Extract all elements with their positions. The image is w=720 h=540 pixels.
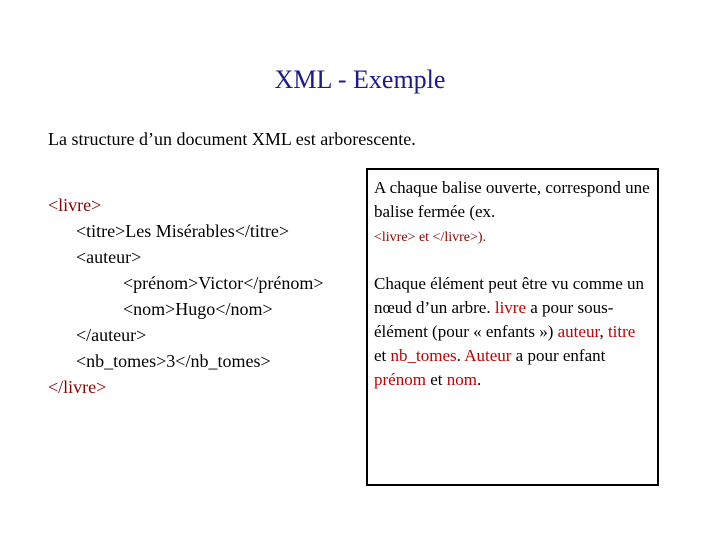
xml-line-nom: <nom>Hugo</nom> (123, 299, 273, 319)
xml-example (48, 192, 323, 400)
xml-line-titre: <titre>Les Misérables</titre> (76, 221, 290, 241)
xml-line-livre-close: </livre> (48, 377, 107, 397)
note-hl-livre: livre (494, 298, 527, 317)
note-hl-prenom: prénom (374, 370, 426, 389)
note-hl-nb-tomes: nb_tomes (390, 346, 457, 365)
xml-line-livre-open: <livre> (48, 195, 102, 215)
xml-line-nb-tomes: <nb_tomes>3</nb_tomes> (76, 351, 271, 371)
note-tags-text: A chaque balise ouverte, correspond une balise fermée (ex. (374, 178, 650, 221)
note-paragraph-tags (374, 176, 651, 250)
note-tree-text-a: Chaque élément peut être vu comme un nœud d’un arbre. (374, 274, 645, 317)
note-hl-auteur-2: Auteur (464, 346, 512, 365)
note-tags-example: <livre> et </livre>). (374, 230, 487, 245)
xml-line-prenom: <prénom>Victor</prénom> (123, 273, 324, 293)
note-tree-text-d: et (374, 346, 391, 365)
intro-text: La structure d’un document XML est arborescente. (48, 129, 416, 149)
note-paragraph-tree (374, 272, 651, 392)
xml-line-auteur-open: <auteur> (76, 247, 142, 267)
slide-title: XML - Exemple (274, 65, 446, 94)
note-tree-text-e: . (456, 346, 465, 365)
note-hl-auteur: auteur (557, 322, 600, 341)
note-tree-text-c: , (599, 322, 608, 341)
explanation-box (366, 168, 659, 486)
xml-line-auteur-close: </auteur> (76, 325, 147, 345)
note-hl-nom: nom (446, 370, 477, 389)
note-tree-text-g: et (425, 370, 447, 389)
note-tree-text-f: a pour enfant (511, 346, 606, 365)
note-hl-titre: titre (607, 322, 636, 341)
note-tree-text-b: a pour sous-élément (pour « enfants ») (374, 298, 614, 341)
note-tree-text-h: . (476, 370, 482, 389)
